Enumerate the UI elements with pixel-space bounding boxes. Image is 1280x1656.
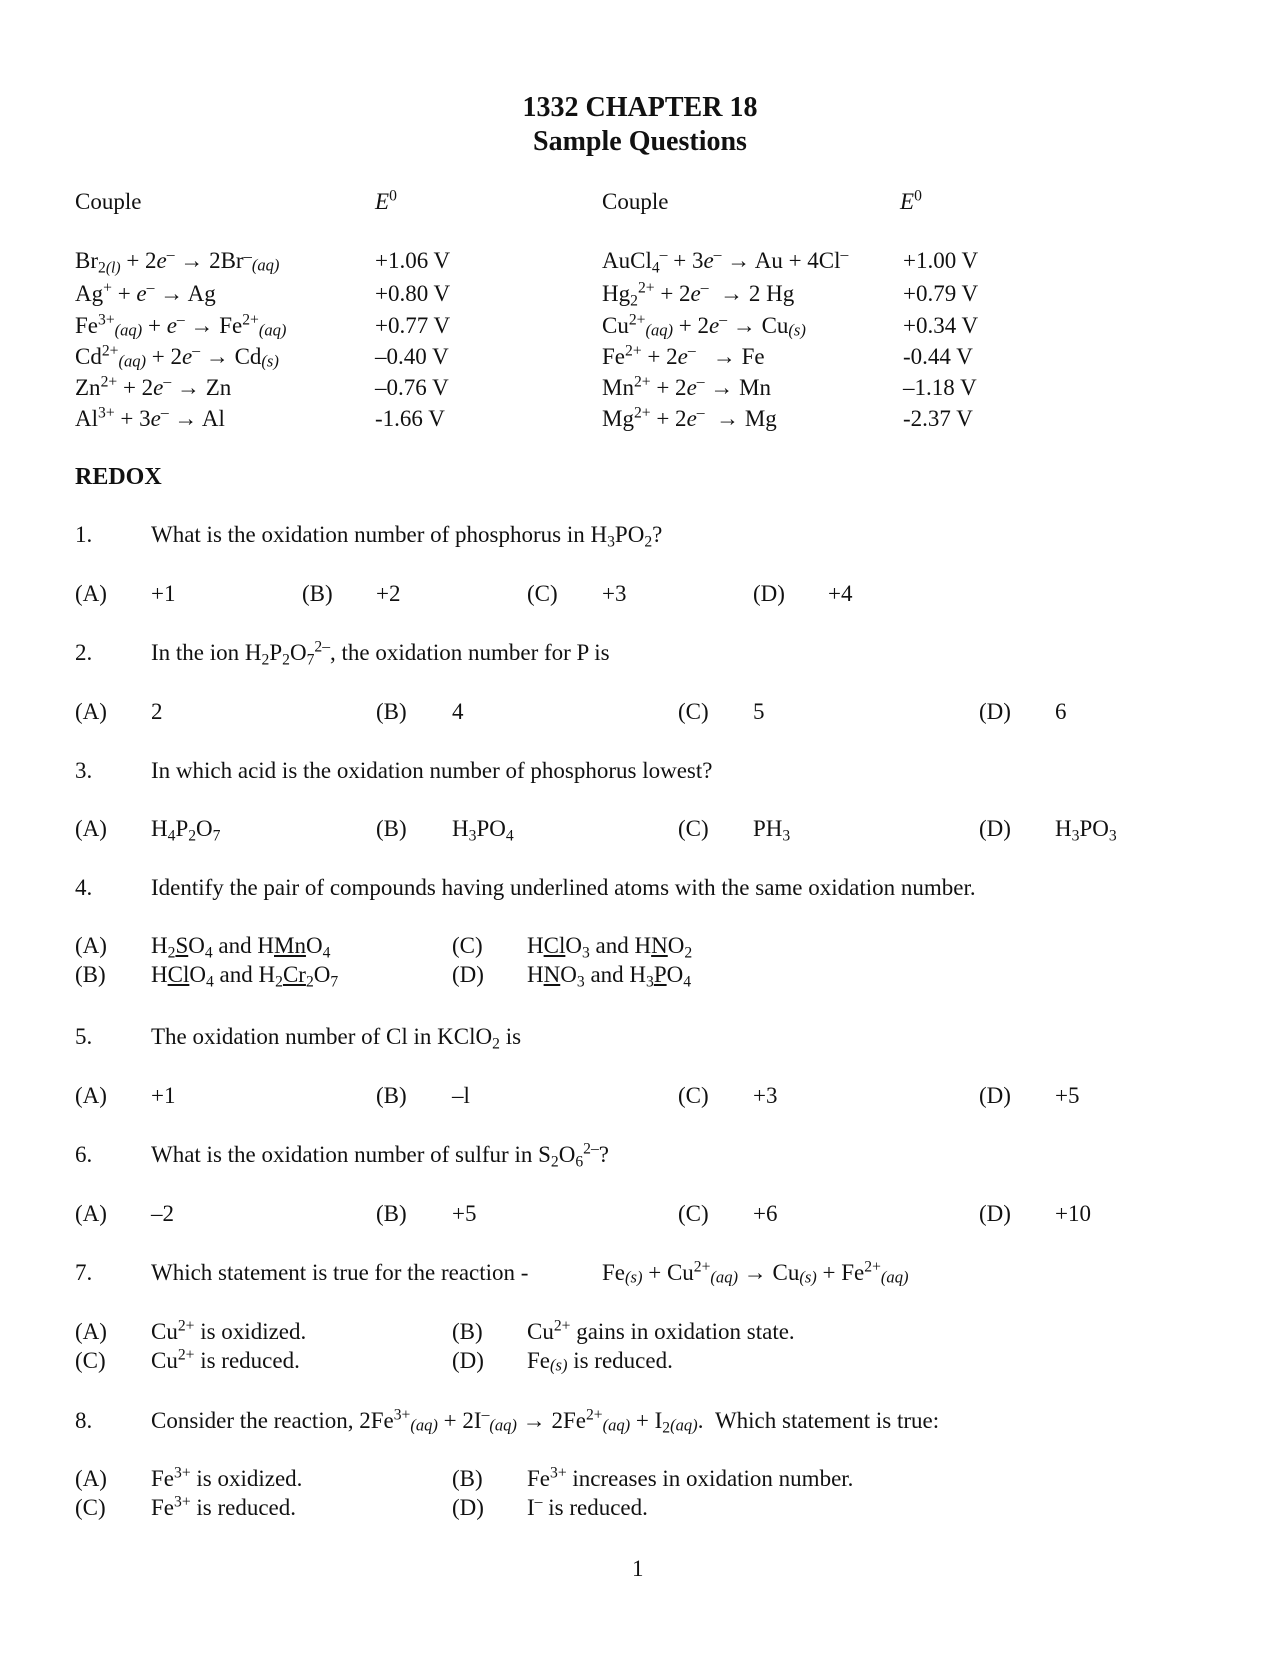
col-header-e0-right: $E^0$ (900, 187, 922, 214)
question-number: 7. (75, 1260, 93, 1285)
couple-right-6: $Mg^{2+} + 2e^- \to Mg$ (602, 404, 777, 431)
e0-right-3: +0.34 V (903, 313, 979, 338)
option-label: (C) (678, 1201, 709, 1226)
couple-right-3: $Cu^{2+}(aq) + 2e^- \to Cu(s)$ (602, 311, 806, 340)
option-text: $PH_3$ (753, 816, 791, 845)
option-label: (A) (75, 1466, 107, 1491)
couple-left-2: Ag+ + e– → Ag (75, 279, 216, 306)
option-text: +10 (1055, 1201, 1091, 1226)
option-label: (C) (75, 1348, 106, 1373)
option-label: (D) (979, 699, 1011, 724)
e0-left-2: +0.80 V (375, 281, 451, 306)
couple-right-1: AuCl$_4$– + 3e– → Au + 4Cl– (602, 246, 849, 277)
option-label: (A) (75, 816, 107, 841)
option-text: $H_3PO_3$ (1055, 816, 1117, 845)
option-label: (B) (376, 1083, 407, 1108)
e0-right-4: -0.44 V (903, 344, 973, 369)
option-text: $H_4P_2O_7$ (151, 816, 221, 845)
question-text: Identify the pair of compounds having underlined atoms with the same oxidation number. (151, 875, 976, 900)
option-text: $Fe^{3+}$ is reduced. (151, 1493, 297, 1520)
option-text: –2 (151, 1201, 174, 1226)
option-text: $Cu^{2+}$ is oxidized. (151, 1317, 307, 1344)
option-label: (A) (75, 699, 107, 724)
e0-left-1: +1.06 V (375, 248, 451, 273)
option-label: (A) (75, 581, 107, 606)
option-label: (D) (979, 1083, 1011, 1108)
couple-left-6: $Al^{3+} + 3e^- \to Al$ (75, 404, 225, 431)
couple-right-5: $Mn^{2+} + 2e^- \to Mn$ (602, 373, 772, 400)
question-number: 6. (75, 1142, 93, 1167)
option-label: (A) (75, 1319, 107, 1344)
question-text: In which acid is the oxidation number of phosphorus lowest? (151, 758, 713, 783)
col-header-couple-left: Couple (75, 189, 142, 214)
section-title: REDOX (75, 464, 162, 490)
question-text: The oxidation number of Cl in KClO$_2$ is (151, 1024, 522, 1053)
option-label: (B) (452, 1466, 483, 1491)
option-text: $HNO_3$ and $H_3PO_4$ (527, 962, 692, 991)
option-label: (C) (678, 699, 709, 724)
option-text: –l (452, 1083, 470, 1108)
col-header-couple-right: Couple (602, 189, 669, 214)
e0-left-3: +0.77 V (375, 313, 451, 338)
option-label: (C) (452, 933, 483, 958)
e0-right-6: -2.37 V (903, 406, 973, 431)
question-number: 4. (75, 875, 93, 900)
option-label: (D) (452, 1495, 484, 1520)
page-number: 1 (632, 1556, 644, 1581)
question-text: Which statement is true for the reaction - (151, 1260, 529, 1285)
option-label: (B) (75, 962, 106, 987)
question-text: In the ion $H_2P_2O_7^{2-}$, the oxidation number for P is (151, 638, 610, 669)
question-number: 8. (75, 1408, 93, 1433)
option-text: 6 (1055, 699, 1067, 724)
option-label: (B) (376, 1201, 407, 1226)
question-number: 3. (75, 758, 93, 783)
option-label: (A) (75, 1083, 107, 1108)
e0-right-1: +1.00 V (903, 248, 979, 273)
e0-right-5: –1.18 V (903, 375, 977, 400)
col-header-e0-left: $E^0$ (375, 187, 397, 214)
option-label: (D) (753, 581, 785, 606)
option-label: (A) (75, 1201, 107, 1226)
option-label: (B) (376, 699, 407, 724)
option-label: (B) (376, 816, 407, 841)
option-text: HClO$_3$ and $HNO_2$ (527, 933, 693, 962)
option-text: Fe(s) is reduced. (527, 1348, 673, 1375)
couple-right-4: $Fe^{2+} + 2e^- \to Fe$ (602, 342, 765, 369)
option-text: 4 (452, 699, 464, 724)
couple-right-2: $Hg_2^{2+} + 2e^- \to 2$ Hg (602, 279, 795, 310)
option-label: (B) (302, 581, 333, 606)
option-label: (C) (75, 1495, 106, 1520)
option-text: +3 (753, 1083, 778, 1108)
option-text: $Fe^{3+}$ is oxidized. (151, 1464, 303, 1491)
option-text: +2 (376, 581, 401, 606)
question-number: 1. (75, 522, 93, 547)
e0-left-4: –0.40 V (375, 344, 449, 369)
page-title: 1332 CHAPTER 18 (522, 92, 758, 123)
option-text: HClO$_4$ and $H_2Cr_2O_7$ (151, 962, 339, 991)
page-subtitle: Sample Questions (533, 126, 747, 157)
option-text: $Fe^{3+}$ increases in oxidation number. (527, 1464, 854, 1491)
option-label: (C) (678, 1083, 709, 1108)
option-label: (D) (979, 1201, 1011, 1226)
option-text: +3 (602, 581, 627, 606)
question-number: 5. (75, 1024, 93, 1049)
option-text: $H_2SO_4$ and HMnO$_4$ (151, 933, 331, 962)
couple-left-4: $Cd^{2+}(aq) + 2e^- \to Cd(s)$ (75, 342, 279, 371)
option-text: $H_3PO_4$ (452, 816, 514, 845)
e0-right-2: +0.79 V (903, 281, 979, 306)
option-text: I– is reduced. (527, 1493, 648, 1520)
option-label: (C) (527, 581, 558, 606)
option-label: (D) (452, 1348, 484, 1373)
option-text: +1 (151, 581, 176, 606)
question-text: What is the oxidation number of sulfur in $S_2O_6^{2-}$? (151, 1140, 609, 1171)
e0-left-6: -1.66 V (375, 406, 445, 431)
option-text: +5 (452, 1201, 477, 1226)
option-label: (B) (452, 1319, 483, 1344)
couple-left-1: $Br_{2(l)} + 2e^- \to 2Br^-(aq)$ (75, 246, 280, 277)
option-text: $Cu^{2+}$ is reduced. (151, 1346, 300, 1373)
option-label: (A) (75, 933, 107, 958)
option-text: +1 (151, 1083, 176, 1108)
question-text: What is the oxidation number of phosphorus in $H_3PO_2$? (151, 522, 663, 551)
couple-left-5: $Zn^{2+} + 2e^- \to Zn$ (75, 373, 232, 400)
couple-left-3: $Fe^{3+}(aq) + e^- \to Fe^{2+}(aq)$ (75, 311, 287, 340)
option-text: +4 (828, 581, 853, 606)
option-label: (C) (678, 816, 709, 841)
option-text: $Cu^{2+}$ gains in oxidation state. (527, 1317, 795, 1344)
question-text: Consider the reaction, $2Fe^{3+}(aq) + 2I^-(aq) \to 2Fe^{2+}(aq) + I_2(aq)$. Which statement is true: (151, 1406, 940, 1437)
option-text: 2 (151, 699, 163, 724)
e0-left-5: –0.76 V (375, 375, 449, 400)
reaction-equation: $Fe(s) + Cu^{2+}(aq) \to Cu(s) + Fe^{2+}(aq)$ (602, 1258, 909, 1287)
question-number: 2. (75, 640, 93, 665)
option-text: +5 (1055, 1083, 1080, 1108)
option-text: +6 (753, 1201, 778, 1226)
option-label: (D) (979, 816, 1011, 841)
option-text: 5 (753, 699, 765, 724)
option-label: (D) (452, 962, 484, 987)
